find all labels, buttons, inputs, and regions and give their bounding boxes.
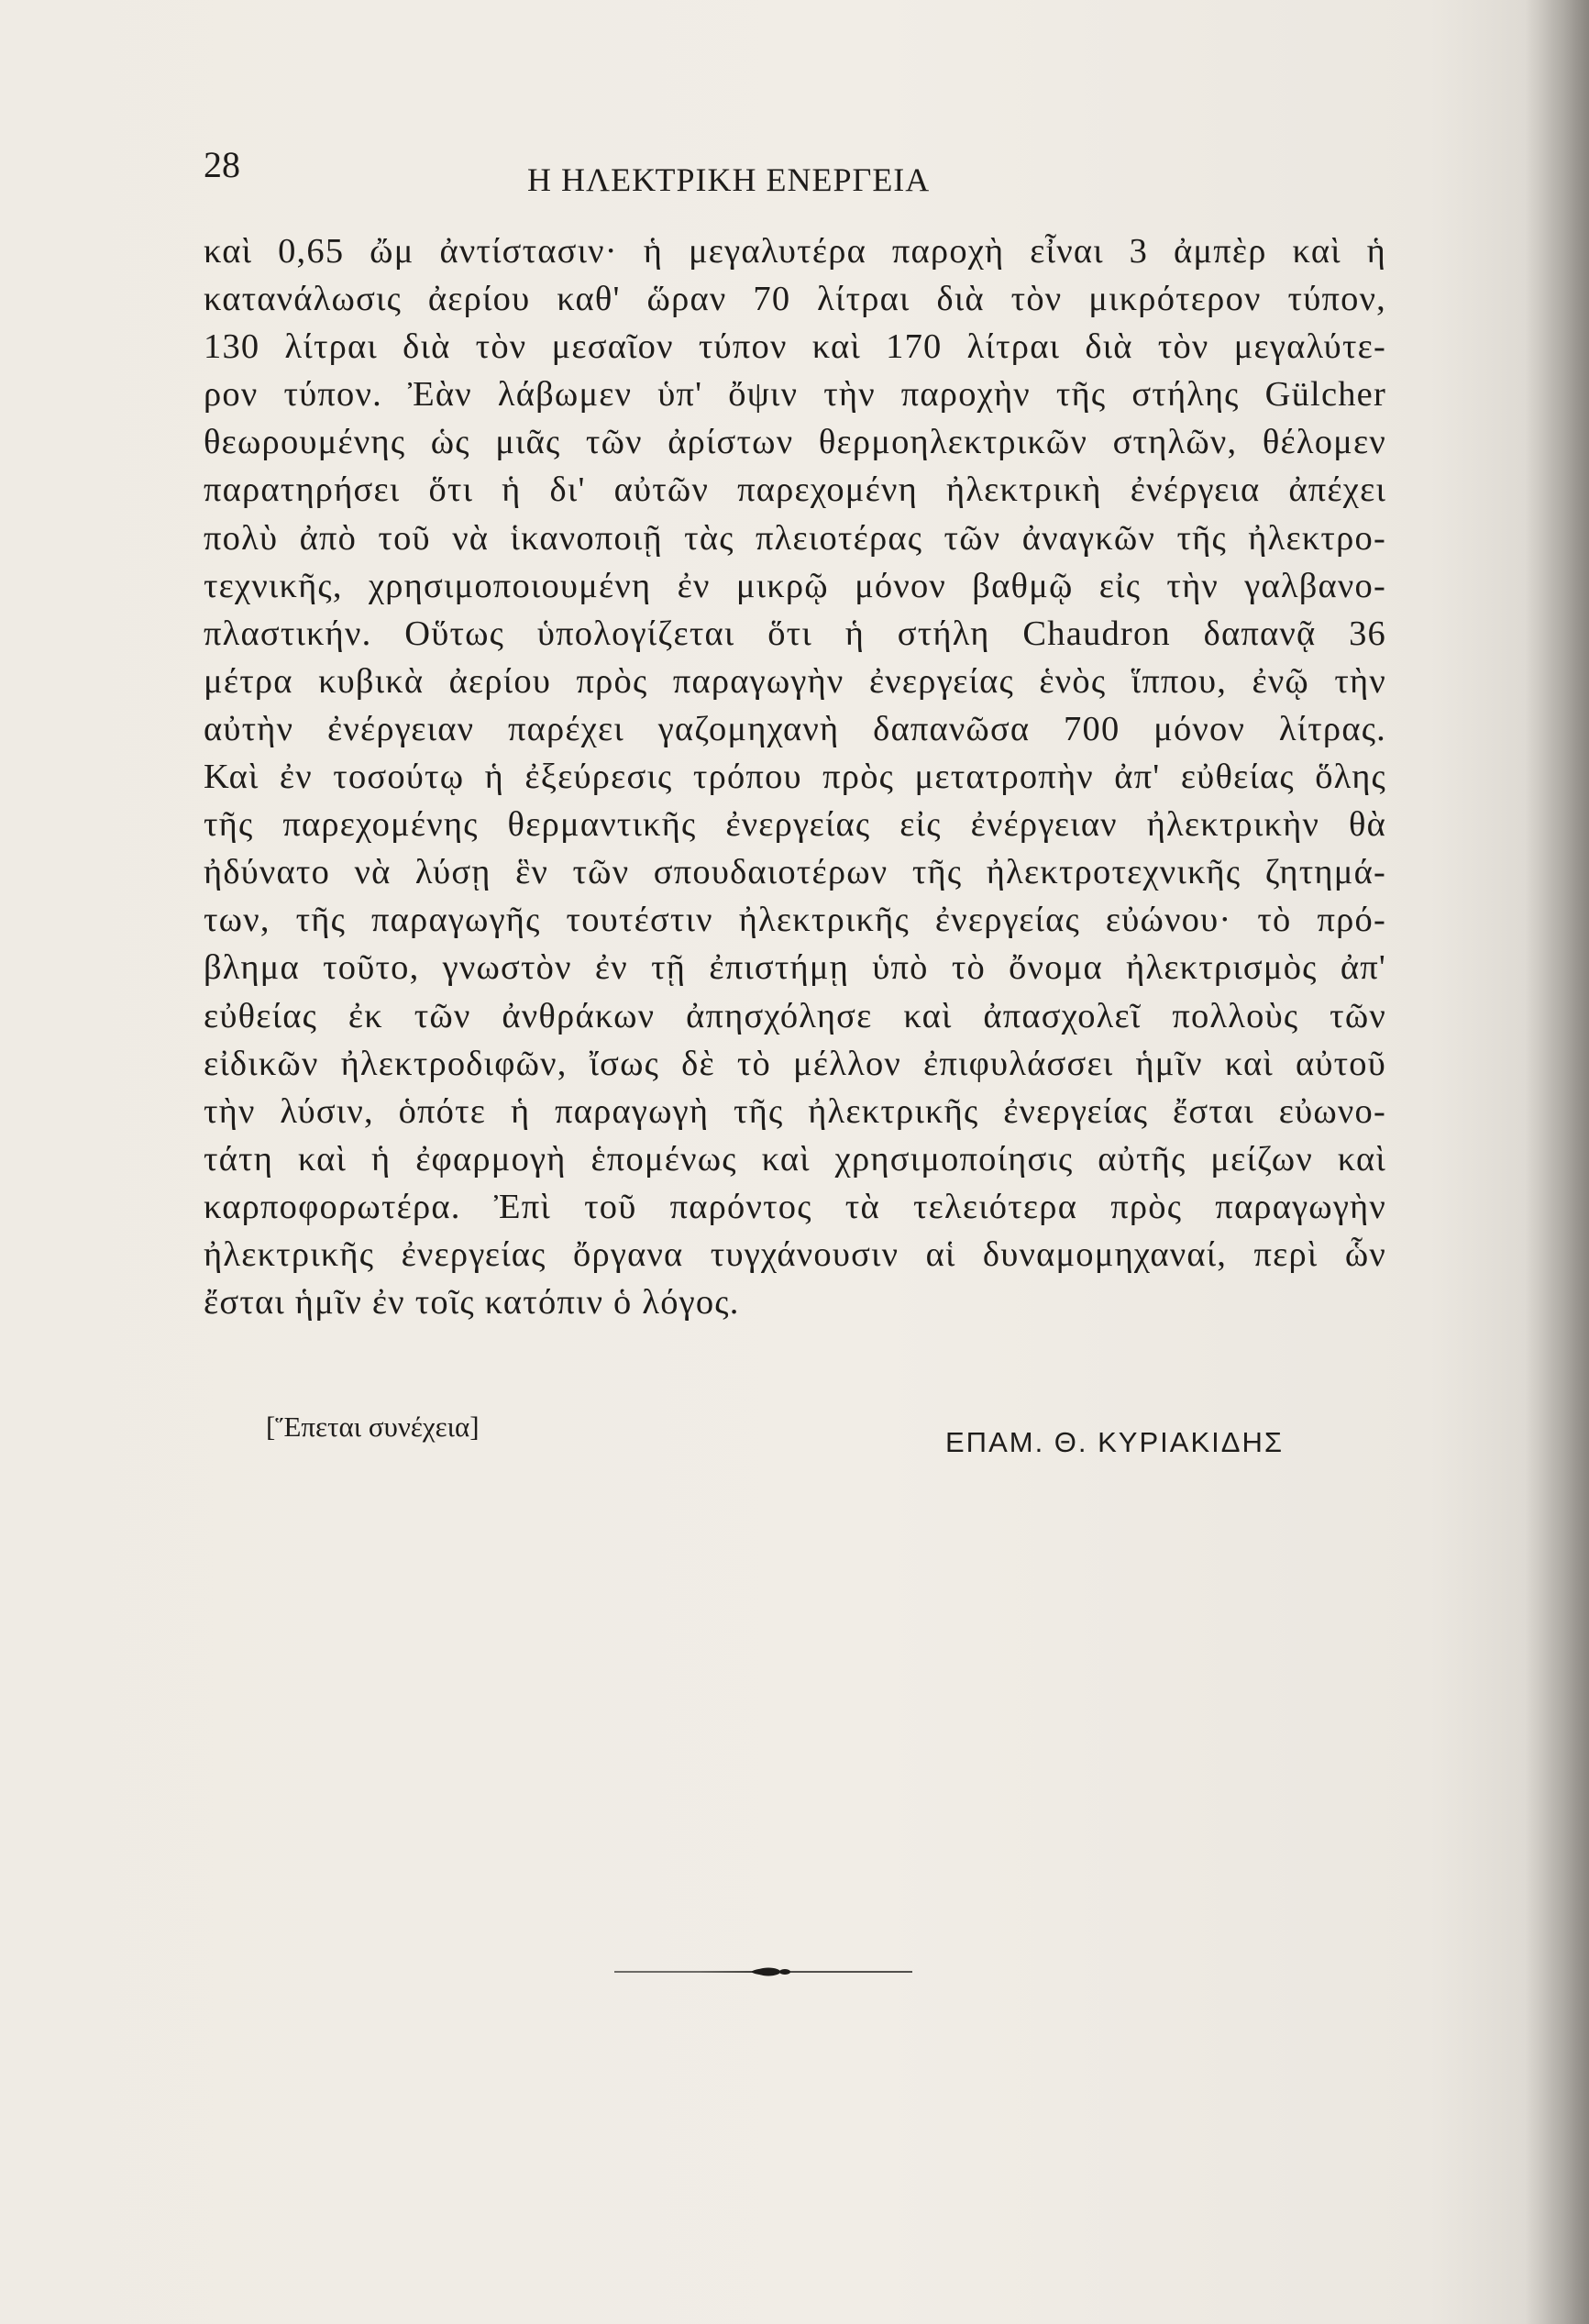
text-line: ρον τύπον. Ἐὰν λάβωμεν ὑπ' ὄψιν τὴν παροχὴν τῆς στήλης Gülcher xyxy=(204,375,1386,415)
tailpiece-rule-ornament-icon xyxy=(614,1963,912,1981)
text-line: πολὺ ἀπὸ τοῦ νὰ ἱκανοποιῇ τὰς πλειοτέρας τῶν ἀναγκῶν τῆς ἠλεκτρο- xyxy=(204,518,1386,558)
text-line: ἠδύνατο νὰ λύσῃ ἓν τῶν σπουδαιοτέρων τῆς ἠλεκτροτεχνικῆς ζητημά- xyxy=(204,853,1386,892)
text-line: ἔσται ἡμῖν ἐν τοῖς κατόπιν ὁ λόγος. xyxy=(204,1283,740,1322)
text-line: ἠλεκτρικῆς ἐνεργείας ὄργανα τυγχάνουσιν αἱ δυναμομηχαναί, περὶ ὧν xyxy=(204,1234,1386,1274)
page-number: 28 xyxy=(204,144,240,185)
text-line: μέτρα κυβικὰ ἀερίου πρὸς παραγωγὴν ἐνεργείας ἑνὸς ἵππου, ἐνῷ τὴν xyxy=(204,661,1386,701)
text-line: βλημα τοῦτο, γνωστὸν ἐν τῇ ἐπιστήμῃ ὑπὸ τὸ ὄνομα ἠλεκτρισμὸς ἀπ' xyxy=(204,948,1386,988)
text-line: τῆς παρεχομένης θερμαντικῆς ἐνεργείας εἰς ἐνέργειαν ἠλεκτρικὴν θὰ xyxy=(204,805,1386,845)
text-line: εὐθείας ἐκ τῶν ἀνθράκων ἀπησχόλησε καὶ ἀπασχολεῖ πολλοὺς τῶν xyxy=(204,996,1386,1035)
text-line: τὴν λύσιν, ὁπότε ἡ παραγωγὴ τῆς ἠλεκτρικῆς ἐνεργείας ἔσται εὐωνο- xyxy=(204,1091,1386,1131)
text-line: 130 λίτραι διὰ τὸν μεσαῖον τύπον καὶ 170 λίτραι διὰ τὸν μεγαλύτε- xyxy=(204,327,1386,367)
body-text xyxy=(204,227,1386,1326)
text-line: αὐτὴν ἐνέργειαν παρέχει γαζομηχανὴ δαπανῶσα 700 μόνον λίτρας. xyxy=(204,709,1386,748)
text-line: θεωρουμένης ὡς μιᾶς τῶν ἀρίστων θερμοηλεκτρικῶν στηλῶν, θέλομεν xyxy=(204,423,1386,462)
page-edge-shadow xyxy=(1525,0,1589,2324)
text-line: πλαστικήν. Οὕτως ὑπολογίζεται ὅτι ἡ στήλη Chaudron δαπανᾷ 36 xyxy=(204,614,1386,653)
text-line: καρποφορωτέρα. Ἐπὶ τοῦ παρόντος τὰ τελειότερα πρὸς παραγωγὴν xyxy=(204,1187,1386,1226)
text-line: παρατηρήσει ὅτι ἡ δι' αὐτῶν παρεχομένη ἠλεκτρικὴ ἐνέργεια ἀπέχει xyxy=(204,470,1386,510)
text-line: των, τῆς παραγωγῆς τουτέστιν ἠλεκτρικῆς ἐνεργείας εὐώνου· τὸ πρό- xyxy=(204,901,1386,940)
text-line: καὶ 0,65 ὤμ ἀντίστασιν· ἡ μεγαλυτέρα παροχὴ εἶναι 3 ἀμπὲρ καὶ ἡ xyxy=(204,232,1386,271)
text-line: κατανάλωσις ἀερίου καθ' ὥραν 70 λίτραι διὰ τὸν μικρότερον τύπον, xyxy=(204,280,1386,319)
text-line: Καὶ ἐν τοσούτῳ ἡ ἐξεύρεσις τρόπου πρὸς μετατροπὴν ἀπ' εὐθείας ὅλης xyxy=(204,758,1386,797)
text-line: τεχνικῆς, χρησιμοποιουμένη ἐν μικρῷ μόνον βαθμῷ εἰς τὴν γαλβανο- xyxy=(204,566,1386,605)
text-line: εἰδικῶν ἠλεκτροδιφῶν, ἴσως δὲ τὸ μέλλον ἐπιφυλάσσει ἡμῖν καὶ αὐτοῦ xyxy=(204,1044,1386,1083)
author-signature: ΕΠΑΜ. Θ. ΚΥΡΙΑΚΙΔΗΣ xyxy=(945,1426,1284,1458)
text-line: τάτη καὶ ἡ ἐφαρμογὴ ἑπομένως καὶ χρησιμοποίησις αὐτῆς μείζων καὶ xyxy=(204,1139,1386,1179)
running-head: Η ΗΛΕΚΤΡΙΚΗ ΕΝΕΡΓΕΙΑ xyxy=(527,161,931,198)
continuation-note: [Ἕπεται συνέχεια] xyxy=(266,1411,480,1443)
